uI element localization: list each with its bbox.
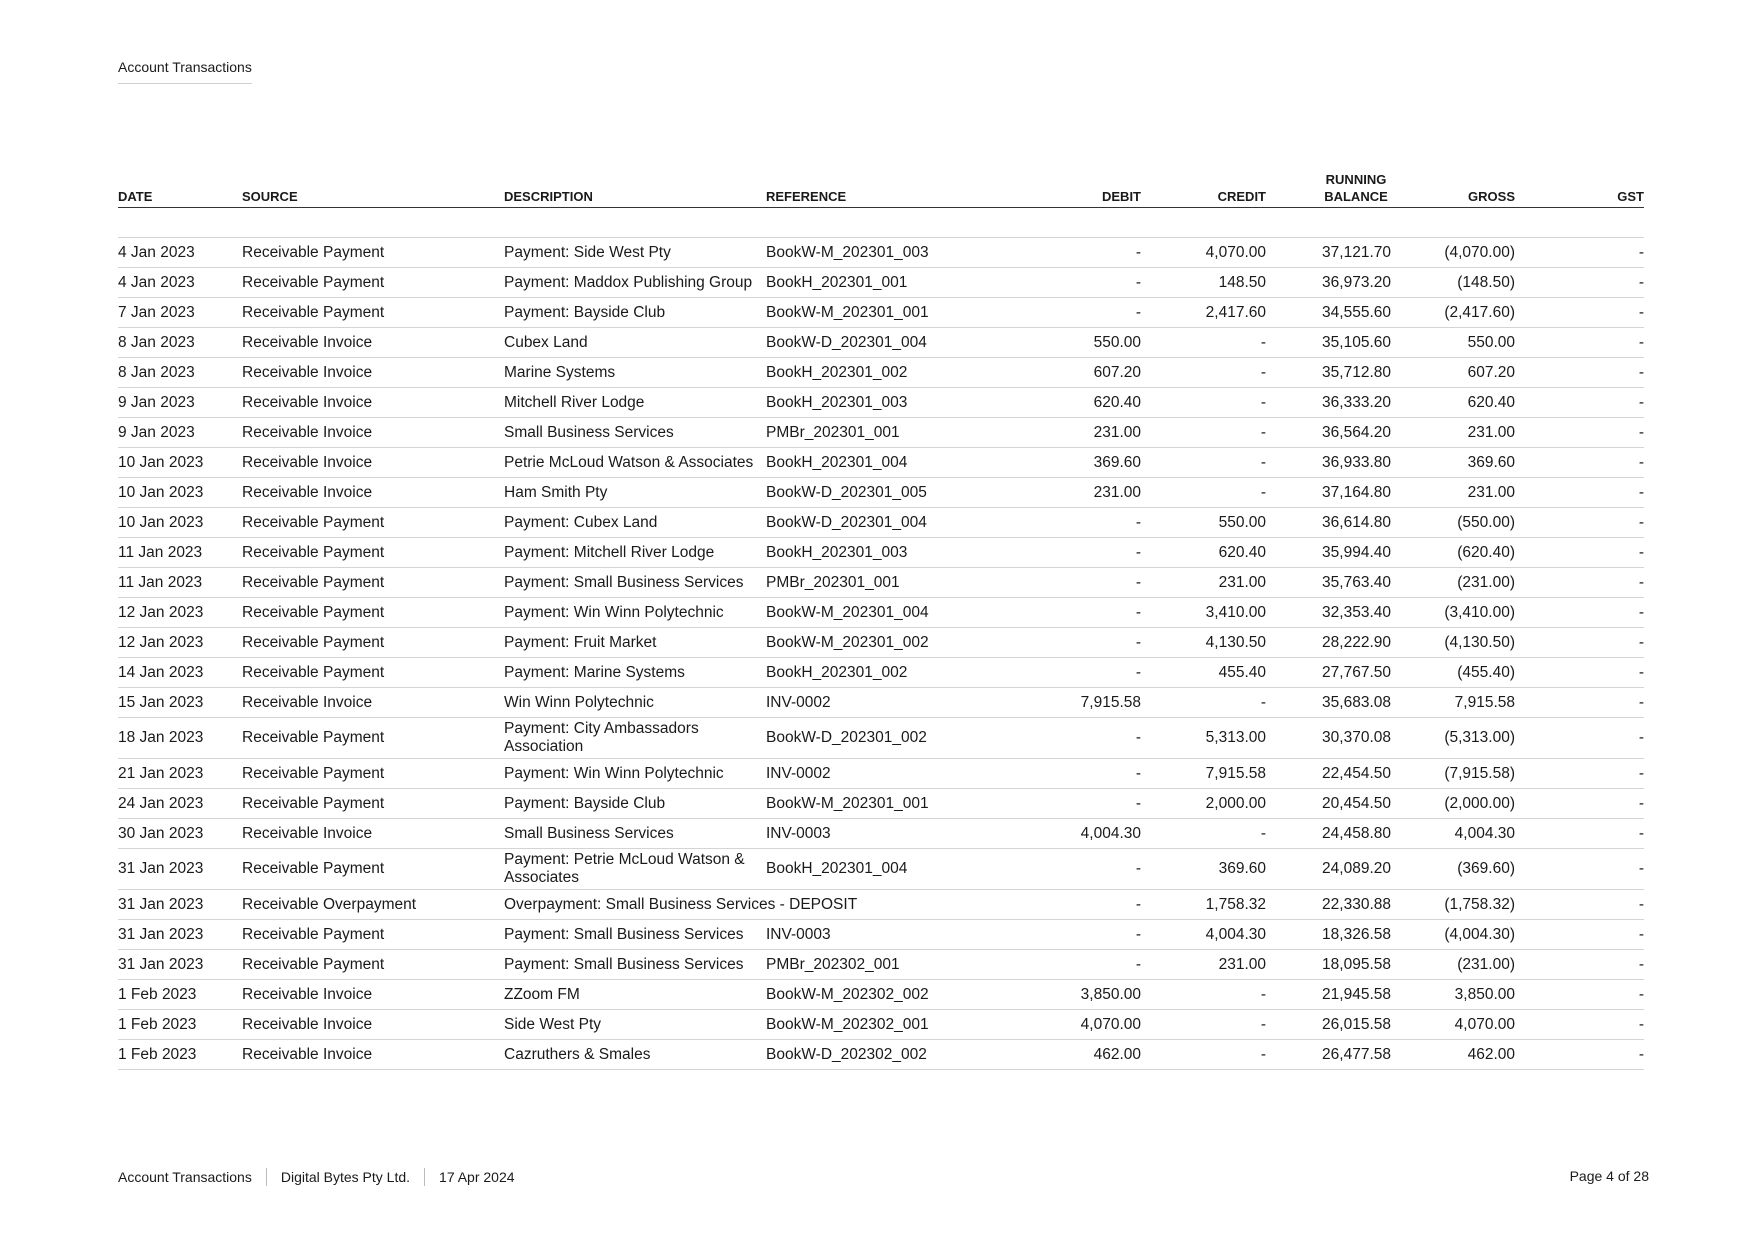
- cell-debit: 3,850.00: [996, 980, 1141, 1010]
- cell-running-balance: 34,555.60: [1266, 298, 1391, 328]
- cell-debit: 620.40: [996, 388, 1141, 418]
- footer-divider: [266, 1168, 267, 1186]
- cell-gst: -: [1515, 980, 1644, 1010]
- table-row: [118, 980, 1644, 1010]
- cell-reference: PMBr_202301_001: [766, 418, 996, 448]
- cell-source: Receivable Payment: [242, 298, 504, 328]
- cell-debit: 369.60: [996, 448, 1141, 478]
- cell-description: Petrie McLoud Watson & Associates: [504, 448, 766, 478]
- cell-source: Receivable Invoice: [242, 448, 504, 478]
- cell-debit: -: [996, 849, 1141, 890]
- cell-reference: BookW-M_202302_001: [766, 1010, 996, 1040]
- table-row: [118, 328, 1644, 358]
- cell-source: Receivable Payment: [242, 658, 504, 688]
- cell-running-balance: 35,105.60: [1266, 328, 1391, 358]
- cell-gross: (7,915.58): [1391, 759, 1515, 789]
- cell-description: Payment: Win Winn Polytechnic: [504, 598, 766, 628]
- cell-description: Overpayment: Small Business Services - DEPOSIT: [504, 890, 996, 920]
- footer-divider: [424, 1168, 425, 1186]
- cell-running-balance: 37,164.80: [1266, 478, 1391, 508]
- cell-reference: BookH_202301_002: [766, 658, 996, 688]
- cell-credit: -: [1141, 688, 1266, 718]
- cell-debit: 550.00: [996, 328, 1141, 358]
- cell-source: Receivable Payment: [242, 718, 504, 759]
- cell-credit: 550.00: [1141, 508, 1266, 538]
- table-row: [118, 849, 1644, 890]
- cell-source: Receivable Payment: [242, 920, 504, 950]
- table-row: [118, 950, 1644, 980]
- footer-date: 17 Apr 2024: [439, 1169, 515, 1185]
- cell-gross: (231.00): [1391, 950, 1515, 980]
- cell-debit: -: [996, 268, 1141, 298]
- cell-gst: -: [1515, 759, 1644, 789]
- table-row: [118, 568, 1644, 598]
- cell-debit: -: [996, 950, 1141, 980]
- cell-debit: -: [996, 298, 1141, 328]
- cell-credit: 1,758.32: [1141, 890, 1266, 920]
- cell-running-balance: 18,095.58: [1266, 950, 1391, 980]
- cell-date: 14 Jan 2023: [118, 658, 242, 688]
- cell-debit: 231.00: [996, 418, 1141, 448]
- cell-gross: (231.00): [1391, 568, 1515, 598]
- table-row: [118, 789, 1644, 819]
- cell-date: 1 Feb 2023: [118, 1010, 242, 1040]
- table-row: [118, 388, 1644, 418]
- cell-gross: (4,130.50): [1391, 628, 1515, 658]
- cell-running-balance: 18,326.58: [1266, 920, 1391, 950]
- col-header-running-balance-line1: RUNNING: [1325, 172, 1387, 187]
- cell-credit: 2,417.60: [1141, 298, 1266, 328]
- cell-gst: -: [1515, 920, 1644, 950]
- cell-running-balance: 26,015.58: [1266, 1010, 1391, 1040]
- cell-description: Payment: Bayside Club: [504, 298, 766, 328]
- cell-reference: BookW-M_202301_002: [766, 628, 996, 658]
- cell-reference: BookH_202301_003: [766, 538, 996, 568]
- cell-running-balance: 36,933.80: [1266, 448, 1391, 478]
- cell-date: 8 Jan 2023: [118, 358, 242, 388]
- cell-running-balance: 26,477.58: [1266, 1040, 1391, 1070]
- cell-credit: 369.60: [1141, 849, 1266, 890]
- cell-debit: -: [996, 628, 1141, 658]
- cell-running-balance: 36,564.20: [1266, 418, 1391, 448]
- cell-source: Receivable Invoice: [242, 328, 504, 358]
- cell-gst: -: [1515, 388, 1644, 418]
- cell-date: 24 Jan 2023: [118, 789, 242, 819]
- cell-description: Payment: Marine Systems: [504, 658, 766, 688]
- table-row: [118, 920, 1644, 950]
- cell-gst: -: [1515, 628, 1644, 658]
- cell-credit: 5,313.00: [1141, 718, 1266, 759]
- cell-description: Small Business Services: [504, 819, 766, 849]
- cell-debit: -: [996, 568, 1141, 598]
- table-row: [118, 759, 1644, 789]
- col-header-description: DESCRIPTION: [504, 171, 766, 208]
- cell-reference: BookW-M_202301_003: [766, 238, 996, 268]
- cell-reference: BookH_202301_002: [766, 358, 996, 388]
- table-row: [118, 538, 1644, 568]
- cell-date: 7 Jan 2023: [118, 298, 242, 328]
- cell-date: 10 Jan 2023: [118, 508, 242, 538]
- cell-date: 18 Jan 2023: [118, 718, 242, 759]
- cell-running-balance: 35,712.80: [1266, 358, 1391, 388]
- cell-reference: PMBr_202302_001: [766, 950, 996, 980]
- cell-running-balance: 21,945.58: [1266, 980, 1391, 1010]
- cell-description: ZZoom FM: [504, 980, 766, 1010]
- cell-description: Payment: Petrie McLoud Watson & Associates: [504, 849, 766, 890]
- cell-credit: 3,410.00: [1141, 598, 1266, 628]
- col-header-credit: CREDIT: [1141, 171, 1266, 208]
- cell-gross: 369.60: [1391, 448, 1515, 478]
- cell-date: 30 Jan 2023: [118, 819, 242, 849]
- cell-gross: 7,915.58: [1391, 688, 1515, 718]
- cell-description: Marine Systems: [504, 358, 766, 388]
- cell-credit: 4,070.00: [1141, 238, 1266, 268]
- cell-date: 9 Jan 2023: [118, 418, 242, 448]
- cell-debit: -: [996, 789, 1141, 819]
- cell-gst: -: [1515, 819, 1644, 849]
- cell-credit: -: [1141, 388, 1266, 418]
- cell-source: Receivable Invoice: [242, 1010, 504, 1040]
- cell-reference: INV-0003: [766, 920, 996, 950]
- cell-source: Receivable Invoice: [242, 688, 504, 718]
- table-row: [118, 238, 1644, 268]
- table-row: [118, 448, 1644, 478]
- table-row: [118, 1010, 1644, 1040]
- cell-gross: (5,313.00): [1391, 718, 1515, 759]
- cell-running-balance: 22,330.88: [1266, 890, 1391, 920]
- cell-date: 31 Jan 2023: [118, 849, 242, 890]
- cell-running-balance: 30,370.08: [1266, 718, 1391, 759]
- cell-gross: (369.60): [1391, 849, 1515, 890]
- cell-source: Receivable Invoice: [242, 819, 504, 849]
- cell-description: Payment: Win Winn Polytechnic: [504, 759, 766, 789]
- cell-description: Payment: Side West Pty: [504, 238, 766, 268]
- col-header-running-balance: [1266, 171, 1391, 208]
- cell-gst: -: [1515, 598, 1644, 628]
- cell-gross: (2,417.60): [1391, 298, 1515, 328]
- cell-reference: BookW-M_202301_001: [766, 298, 996, 328]
- col-header-running-balance-line2: BALANCE: [1324, 189, 1388, 204]
- table-row: [118, 508, 1644, 538]
- cell-gst: -: [1515, 688, 1644, 718]
- cell-source: Receivable Payment: [242, 789, 504, 819]
- cell-description: Payment: Cubex Land: [504, 508, 766, 538]
- cell-gross: 607.20: [1391, 358, 1515, 388]
- cell-date: 12 Jan 2023: [118, 628, 242, 658]
- cell-running-balance: 24,458.80: [1266, 819, 1391, 849]
- col-header-reference: REFERENCE: [766, 171, 996, 208]
- table-row: [118, 890, 1644, 920]
- cell-description: Cubex Land: [504, 328, 766, 358]
- cell-running-balance: 35,683.08: [1266, 688, 1391, 718]
- cell-credit: 620.40: [1141, 538, 1266, 568]
- cell-source: Receivable Payment: [242, 238, 504, 268]
- cell-debit: 7,915.58: [996, 688, 1141, 718]
- cell-credit: -: [1141, 980, 1266, 1010]
- cell-description: Side West Pty: [504, 1010, 766, 1040]
- cell-description: Payment: Small Business Services: [504, 920, 766, 950]
- cell-reference: BookH_202301_004: [766, 448, 996, 478]
- cell-gst: -: [1515, 418, 1644, 448]
- cell-gross: (455.40): [1391, 658, 1515, 688]
- cell-gross: (3,410.00): [1391, 598, 1515, 628]
- report-header-title: Account Transactions: [118, 59, 252, 84]
- cell-date: 31 Jan 2023: [118, 950, 242, 980]
- cell-date: 31 Jan 2023: [118, 920, 242, 950]
- cell-credit: -: [1141, 1010, 1266, 1040]
- cell-source: Receivable Payment: [242, 759, 504, 789]
- footer-page-number: Page 4 of 28: [1569, 1168, 1649, 1184]
- cell-credit: 455.40: [1141, 658, 1266, 688]
- cell-reference: BookW-M_202301_004: [766, 598, 996, 628]
- col-header-source: SOURCE: [242, 171, 504, 208]
- cell-debit: -: [996, 759, 1141, 789]
- cell-credit: 2,000.00: [1141, 789, 1266, 819]
- cell-debit: -: [996, 658, 1141, 688]
- cell-description: Payment: Mitchell River Lodge: [504, 538, 766, 568]
- cell-debit: 607.20: [996, 358, 1141, 388]
- cell-gst: -: [1515, 538, 1644, 568]
- cell-description: Payment: City Ambassadors Association: [504, 718, 766, 759]
- cell-gst: -: [1515, 1040, 1644, 1070]
- table-row: [118, 598, 1644, 628]
- cell-source: Receivable Payment: [242, 568, 504, 598]
- cell-date: 4 Jan 2023: [118, 268, 242, 298]
- cell-reference: INV-0003: [766, 819, 996, 849]
- cell-debit: -: [996, 238, 1141, 268]
- cell-gross: 4,070.00: [1391, 1010, 1515, 1040]
- cell-date: 15 Jan 2023: [118, 688, 242, 718]
- cell-running-balance: 27,767.50: [1266, 658, 1391, 688]
- cell-gst: -: [1515, 268, 1644, 298]
- cell-running-balance: 36,333.20: [1266, 388, 1391, 418]
- cell-description: Payment: Small Business Services: [504, 568, 766, 598]
- cell-debit: -: [996, 508, 1141, 538]
- cell-credit: 231.00: [1141, 950, 1266, 980]
- cell-gross: (4,070.00): [1391, 238, 1515, 268]
- cell-gross: 4,004.30: [1391, 819, 1515, 849]
- cell-debit: -: [996, 538, 1141, 568]
- cell-date: 1 Feb 2023: [118, 980, 242, 1010]
- cell-source: Receivable Invoice: [242, 358, 504, 388]
- cell-gst: -: [1515, 718, 1644, 759]
- cell-description: Win Winn Polytechnic: [504, 688, 766, 718]
- cell-gst: -: [1515, 328, 1644, 358]
- col-header-gst: GST: [1515, 171, 1644, 208]
- cell-date: 9 Jan 2023: [118, 388, 242, 418]
- table-body: [118, 208, 1644, 1070]
- cell-reference: PMBr_202301_001: [766, 568, 996, 598]
- cell-credit: -: [1141, 1040, 1266, 1070]
- cell-date: 11 Jan 2023: [118, 568, 242, 598]
- cell-date: 8 Jan 2023: [118, 328, 242, 358]
- cell-source: Receivable Invoice: [242, 1040, 504, 1070]
- cell-debit: 462.00: [996, 1040, 1141, 1070]
- cell-reference: BookH_202301_003: [766, 388, 996, 418]
- cell-date: 10 Jan 2023: [118, 478, 242, 508]
- cell-debit: -: [996, 890, 1141, 920]
- cell-credit: -: [1141, 328, 1266, 358]
- cell-source: Receivable Invoice: [242, 388, 504, 418]
- cell-credit: -: [1141, 448, 1266, 478]
- table-row: [118, 268, 1644, 298]
- cell-debit: 231.00: [996, 478, 1141, 508]
- cell-running-balance: 35,994.40: [1266, 538, 1391, 568]
- cell-reference: BookH_202301_004: [766, 849, 996, 890]
- cell-gst: -: [1515, 508, 1644, 538]
- cell-gross: (2,000.00): [1391, 789, 1515, 819]
- table-row: [118, 718, 1644, 759]
- table-row: [118, 658, 1644, 688]
- cell-gross: (550.00): [1391, 508, 1515, 538]
- cell-gross: 550.00: [1391, 328, 1515, 358]
- cell-gst: -: [1515, 478, 1644, 508]
- cell-gross: (148.50): [1391, 268, 1515, 298]
- cell-description: Ham Smith Pty: [504, 478, 766, 508]
- cell-description: Payment: Fruit Market: [504, 628, 766, 658]
- cell-debit: 4,004.30: [996, 819, 1141, 849]
- cell-running-balance: 24,089.20: [1266, 849, 1391, 890]
- cell-date: 4 Jan 2023: [118, 238, 242, 268]
- cell-gst: -: [1515, 298, 1644, 328]
- table-row: [118, 819, 1644, 849]
- table-row: [118, 478, 1644, 508]
- col-header-gross: GROSS: [1391, 171, 1515, 208]
- cell-gst: -: [1515, 238, 1644, 268]
- cell-credit: -: [1141, 819, 1266, 849]
- col-header-date: DATE: [118, 171, 242, 208]
- cell-reference: BookW-D_202302_002: [766, 1040, 996, 1070]
- cell-gross: 231.00: [1391, 418, 1515, 448]
- cell-running-balance: 20,454.50: [1266, 789, 1391, 819]
- cell-source: Receivable Invoice: [242, 418, 504, 448]
- cell-description: Mitchell River Lodge: [504, 388, 766, 418]
- cell-running-balance: 36,973.20: [1266, 268, 1391, 298]
- cell-description: Cazruthers & Smales: [504, 1040, 766, 1070]
- cell-reference: BookW-D_202301_004: [766, 328, 996, 358]
- cell-credit: 7,915.58: [1141, 759, 1266, 789]
- cell-gst: -: [1515, 789, 1644, 819]
- cell-gst: -: [1515, 358, 1644, 388]
- cell-gross: 3,850.00: [1391, 980, 1515, 1010]
- cell-credit: -: [1141, 358, 1266, 388]
- table-row: [118, 418, 1644, 448]
- cell-gross: (620.40): [1391, 538, 1515, 568]
- table-header: [118, 171, 1644, 208]
- cell-date: 10 Jan 2023: [118, 448, 242, 478]
- cell-gst: -: [1515, 950, 1644, 980]
- col-header-debit: DEBIT: [996, 171, 1141, 208]
- cell-reference: BookW-D_202301_004: [766, 508, 996, 538]
- cell-running-balance: 32,353.40: [1266, 598, 1391, 628]
- cell-gst: -: [1515, 890, 1644, 920]
- cell-source: Receivable Overpayment: [242, 890, 504, 920]
- cell-reference: BookW-D_202301_002: [766, 718, 996, 759]
- cell-credit: 4,004.30: [1141, 920, 1266, 950]
- cell-reference: BookW-M_202302_002: [766, 980, 996, 1010]
- cell-running-balance: 28,222.90: [1266, 628, 1391, 658]
- cell-reference: INV-0002: [766, 688, 996, 718]
- table-spacer-row: [118, 208, 1644, 238]
- cell-credit: 148.50: [1141, 268, 1266, 298]
- cell-gst: -: [1515, 568, 1644, 598]
- page-footer: [118, 1168, 515, 1186]
- cell-gross: (1,758.32): [1391, 890, 1515, 920]
- cell-reference: BookW-M_202301_001: [766, 789, 996, 819]
- cell-running-balance: 37,121.70: [1266, 238, 1391, 268]
- cell-gross: 462.00: [1391, 1040, 1515, 1070]
- cell-debit: -: [996, 920, 1141, 950]
- cell-gross: 231.00: [1391, 478, 1515, 508]
- cell-gst: -: [1515, 1010, 1644, 1040]
- cell-running-balance: 35,763.40: [1266, 568, 1391, 598]
- cell-source: Receivable Payment: [242, 598, 504, 628]
- table-row: [118, 688, 1644, 718]
- cell-description: Payment: Maddox Publishing Group: [504, 268, 766, 298]
- cell-description: Payment: Bayside Club: [504, 789, 766, 819]
- cell-date: 21 Jan 2023: [118, 759, 242, 789]
- cell-source: Receivable Payment: [242, 849, 504, 890]
- cell-gst: -: [1515, 448, 1644, 478]
- cell-credit: 231.00: [1141, 568, 1266, 598]
- cell-date: 31 Jan 2023: [118, 890, 242, 920]
- cell-description: Payment: Small Business Services: [504, 950, 766, 980]
- table-row: [118, 1040, 1644, 1070]
- cell-date: 11 Jan 2023: [118, 538, 242, 568]
- table-row: [118, 298, 1644, 328]
- cell-debit: -: [996, 598, 1141, 628]
- cell-description: Small Business Services: [504, 418, 766, 448]
- cell-reference: INV-0002: [766, 759, 996, 789]
- footer-report-name: Account Transactions: [118, 1169, 252, 1185]
- cell-source: Receivable Payment: [242, 268, 504, 298]
- transactions-table: [118, 171, 1644, 1070]
- cell-gst: -: [1515, 849, 1644, 890]
- cell-reference: BookH_202301_001: [766, 268, 996, 298]
- cell-running-balance: 22,454.50: [1266, 759, 1391, 789]
- cell-date: 1 Feb 2023: [118, 1040, 242, 1070]
- cell-reference: BookW-D_202301_005: [766, 478, 996, 508]
- cell-gst: -: [1515, 658, 1644, 688]
- cell-date: 12 Jan 2023: [118, 598, 242, 628]
- cell-credit: -: [1141, 478, 1266, 508]
- table-row: [118, 628, 1644, 658]
- cell-source: Receivable Payment: [242, 538, 504, 568]
- cell-source: Receivable Invoice: [242, 478, 504, 508]
- footer-company: Digital Bytes Pty Ltd.: [280, 1169, 411, 1185]
- cell-source: Receivable Payment: [242, 950, 504, 980]
- cell-credit: 4,130.50: [1141, 628, 1266, 658]
- cell-source: Receivable Payment: [242, 628, 504, 658]
- table-row: [118, 358, 1644, 388]
- cell-debit: -: [996, 718, 1141, 759]
- cell-gross: (4,004.30): [1391, 920, 1515, 950]
- cell-source: Receivable Invoice: [242, 980, 504, 1010]
- cell-credit: -: [1141, 418, 1266, 448]
- cell-source: Receivable Payment: [242, 508, 504, 538]
- cell-debit: 4,070.00: [996, 1010, 1141, 1040]
- cell-running-balance: 36,614.80: [1266, 508, 1391, 538]
- cell-gross: 620.40: [1391, 388, 1515, 418]
